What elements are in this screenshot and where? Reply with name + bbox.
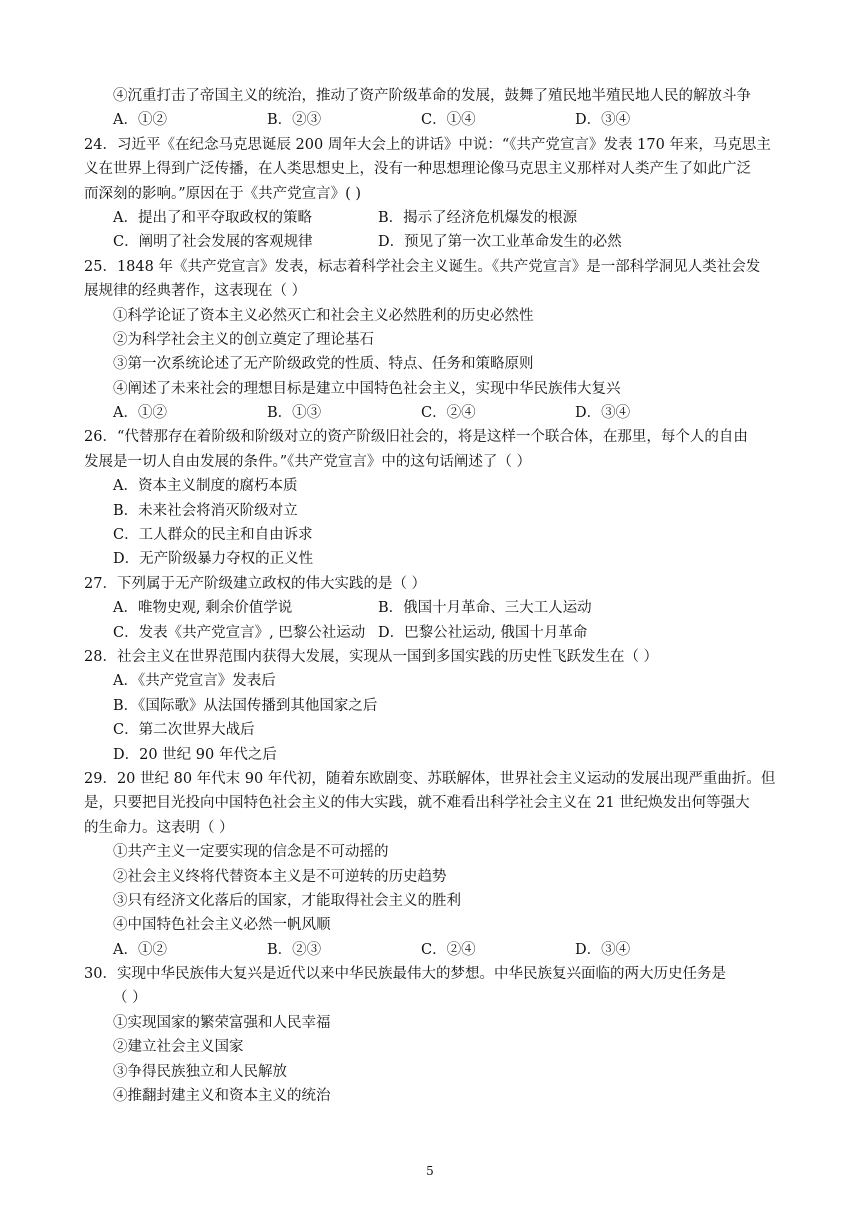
- option-line: A．资本主义制度的腐朽本质: [113, 478, 298, 495]
- option-line: B．《国际歌》从法国传播到其他国家之后: [113, 697, 378, 714]
- choice-option: B．揭示了经济危机爆发的根源: [378, 209, 578, 226]
- choice-option: B．俄国十月革命、三大工人运动: [378, 600, 592, 617]
- option-line: ④阐述了未来社会的理想目标是建立中国特色社会主义，实现中华民族伟大复兴: [113, 380, 621, 397]
- choice-option: D．③④: [575, 941, 631, 958]
- choice-option: B．②③: [267, 941, 322, 958]
- exam-page-content: [84, 84, 796, 1108]
- question-text: 而深刻的影响。”原因在于《共产党宣言》( ): [84, 185, 362, 202]
- choice-option: D．巴黎公社运动, 俄国十月革命: [378, 624, 588, 641]
- question-text: 26．“代替那存在着阶级和阶级对立的资产阶级旧社会的，将是这样一个联合体，在那里，每个人的自由: [84, 429, 748, 446]
- option-line: ③只有经济文化落后的国家，才能取得社会主义的胜利: [113, 892, 461, 909]
- choice-option: C．①④: [421, 112, 476, 129]
- option-line: C．第二次世界大战后: [113, 722, 255, 739]
- option-line: ④中国特色社会主义必然一帆风顺: [113, 917, 331, 934]
- choice-option: C．阐明了社会发展的客观规律: [113, 234, 313, 251]
- choice-row: [84, 230, 796, 254]
- option-line: B．未来社会将消灭阶级对立: [113, 502, 298, 519]
- choice-row: [84, 401, 796, 425]
- page-number: 5: [426, 1164, 434, 1178]
- choice-row: [84, 206, 796, 230]
- option-line: ①科学论证了资本主义必然灭亡和社会主义必然胜利的历史必然性: [113, 307, 534, 324]
- choice-option: A．①②: [113, 112, 167, 129]
- choice-row: [84, 621, 796, 645]
- option-line: （ ）: [113, 990, 147, 1007]
- question-text: 的生命力。这表明（ ）: [84, 819, 234, 836]
- question-text: 25．1848 年《共产党宣言》发表，标志着科学社会主义诞生。《共产党宣言》是一部科学洞见人类社会发: [84, 258, 761, 275]
- question-text: 29．20 世纪 80 年代末 90 年代初，随着东欧剧变、苏联解体，世界社会主义运动的发展出现严重曲折。但: [84, 770, 776, 787]
- option-line: ②建立社会主义国家: [113, 1039, 244, 1056]
- option-line: D．无产阶级暴力夺权的正义性: [113, 551, 314, 568]
- choice-option: B．②③: [267, 112, 322, 129]
- choice-option: A．①②: [113, 941, 167, 958]
- option-line: ②社会主义终将代替资本主义是不可逆转的历史趋势: [113, 868, 447, 885]
- option-line: ①共产主义一定要实现的信念是不可动摇的: [113, 844, 389, 861]
- choice-option: D．③④: [575, 405, 631, 422]
- question-text: 义在世界上得到广泛传播，在人类思想史上，没有一种思想理论像马克思主义那样对人类产生了如此广泛: [84, 161, 751, 178]
- choice-option: C．②④: [421, 405, 476, 422]
- question-text: 27．下列属于无产阶级建立政权的伟大实践的是（ ）: [84, 575, 427, 592]
- choice-option: A．提出了和平夺取政权的策略: [113, 209, 312, 226]
- choice-option: D．预见了第一次工业革命发生的必然: [378, 234, 622, 251]
- option-line: D．20 世纪 90 年代之后: [113, 746, 277, 763]
- question-text: 28．社会主义在世界范围内获得大发展，实现从一国到多国实践的历史性飞跃发生在（ ）: [84, 648, 659, 665]
- choice-option: C．②④: [421, 941, 476, 958]
- option-line: ④沉重打击了帝国主义的统治，推动了资产阶级革命的发展，鼓舞了殖民地半殖民地人民的解放斗争: [113, 88, 751, 104]
- choice-row: [84, 596, 796, 620]
- option-line: ②为科学社会主义的创立奠定了理论基石: [113, 331, 374, 348]
- choice-row: [84, 108, 796, 132]
- option-line: A．《共产党宣言》发表后: [113, 673, 276, 690]
- choice-option: A．唯物史观, 剩余价值学说: [113, 600, 293, 617]
- option-line: ④推翻封建主义和资本主义的统治: [113, 1088, 331, 1105]
- option-line: C．工人群众的民主和自由诉求: [113, 527, 313, 544]
- choice-option: A．①②: [113, 405, 167, 422]
- question-text: 展规律的经典著作，这表现在（ ）: [84, 283, 307, 300]
- choice-row: [84, 938, 796, 962]
- question-text: 30．实现中华民族伟大复兴是近代以来中华民族最伟大的梦想。中华民族复兴面临的两大历史任务是: [84, 966, 726, 983]
- option-line: ③争得民族独立和人民解放: [113, 1063, 287, 1080]
- question-text: 24．习近平《在纪念马克思诞辰 200 周年大会上的讲话》中说：“《共产党宣言》发表 170 年来，马克思主: [84, 136, 771, 153]
- question-text: 发展是一切人自由发展的条件。”《共产党宣言》中的这句话阐述了（ ）: [84, 453, 532, 470]
- option-line: ①实现国家的繁荣富强和人民幸福: [113, 1014, 331, 1031]
- choice-option: B．①③: [267, 405, 322, 422]
- question-text: 是，只要把目光投向中国特色社会主义的伟大实践，就不难看出科学社会主义在 21 世纪焕发出何等强大: [84, 795, 750, 812]
- choice-option: D．③④: [575, 112, 631, 129]
- choice-option: C．发表《共产党宣言》, 巴黎公社运动: [113, 624, 366, 641]
- option-line: ③第一次系统论述了无产阶级政党的性质、特点、任务和策略原则: [113, 356, 534, 373]
